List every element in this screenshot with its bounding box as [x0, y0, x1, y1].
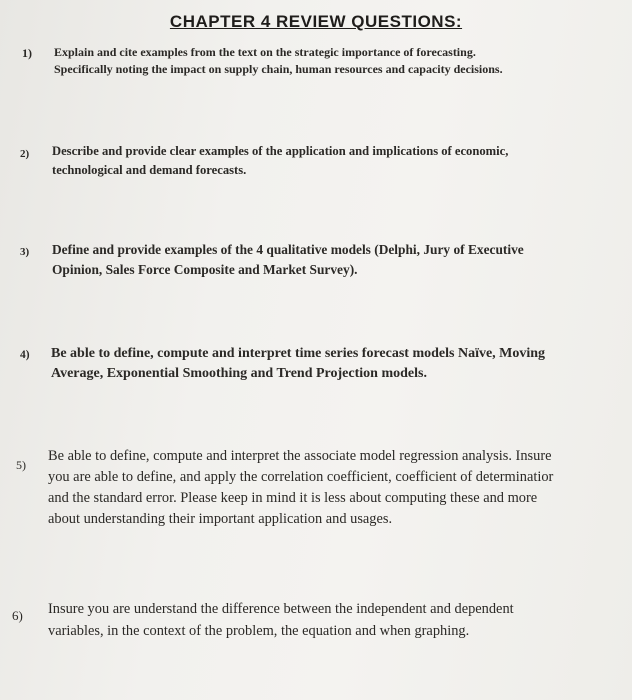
question-number: 6)	[12, 608, 23, 623]
question-text	[52, 142, 508, 180]
question-number: 3)	[20, 246, 30, 258]
question-text	[51, 344, 545, 384]
question-line: Describe and provide clear examples of the application and implications of economic,	[52, 144, 509, 158]
question-line: Insure you are understand the difference between the independent and dependent	[48, 601, 514, 617]
page-title: CHAPTER 4 REVIEW QUESTIONS:	[169, 12, 463, 31]
question-line: Be able to define, compute and interpret time series forecast models Naïve, Moving	[51, 346, 546, 361]
question-number: 1)	[22, 46, 32, 60]
question-number: 5)	[16, 458, 26, 472]
question-line: about understanding their important application and usages.	[48, 511, 393, 527]
question-line: Define and provide examples of the 4 qualitative models (Delphi, Jury of Executive	[52, 242, 524, 257]
question-text	[54, 44, 503, 78]
question-number: 2)	[20, 148, 30, 160]
question-line: Average, Exponential Smoothing and Trend Projection models.	[51, 366, 427, 381]
question-line: Specifically noting the impact on supply chain, human resources and capacity decisions.	[54, 62, 503, 76]
question-line: Explain and cite examples from the text on the strategic importance of forecasting.	[54, 45, 476, 59]
question-text	[52, 240, 524, 280]
question-line: you are able to define, and apply the correlation coefficient, coefficient of determinatior	[48, 469, 554, 485]
question-number: 4)	[20, 349, 30, 361]
question-text	[48, 446, 553, 530]
question-line: and the standard error. Please keep in mind it is less about computing these and more	[48, 490, 538, 506]
question-line: Be able to define, compute and interpret the associate model regression analysis. Insure	[48, 448, 552, 464]
question-line: technological and demand forecasts.	[52, 163, 247, 177]
question-line: Opinion, Sales Force Composite and Market Survey).	[52, 262, 358, 277]
question-text	[48, 598, 514, 642]
question-line: variables, in the context of the problem, the equation and when graphing.	[48, 623, 470, 639]
